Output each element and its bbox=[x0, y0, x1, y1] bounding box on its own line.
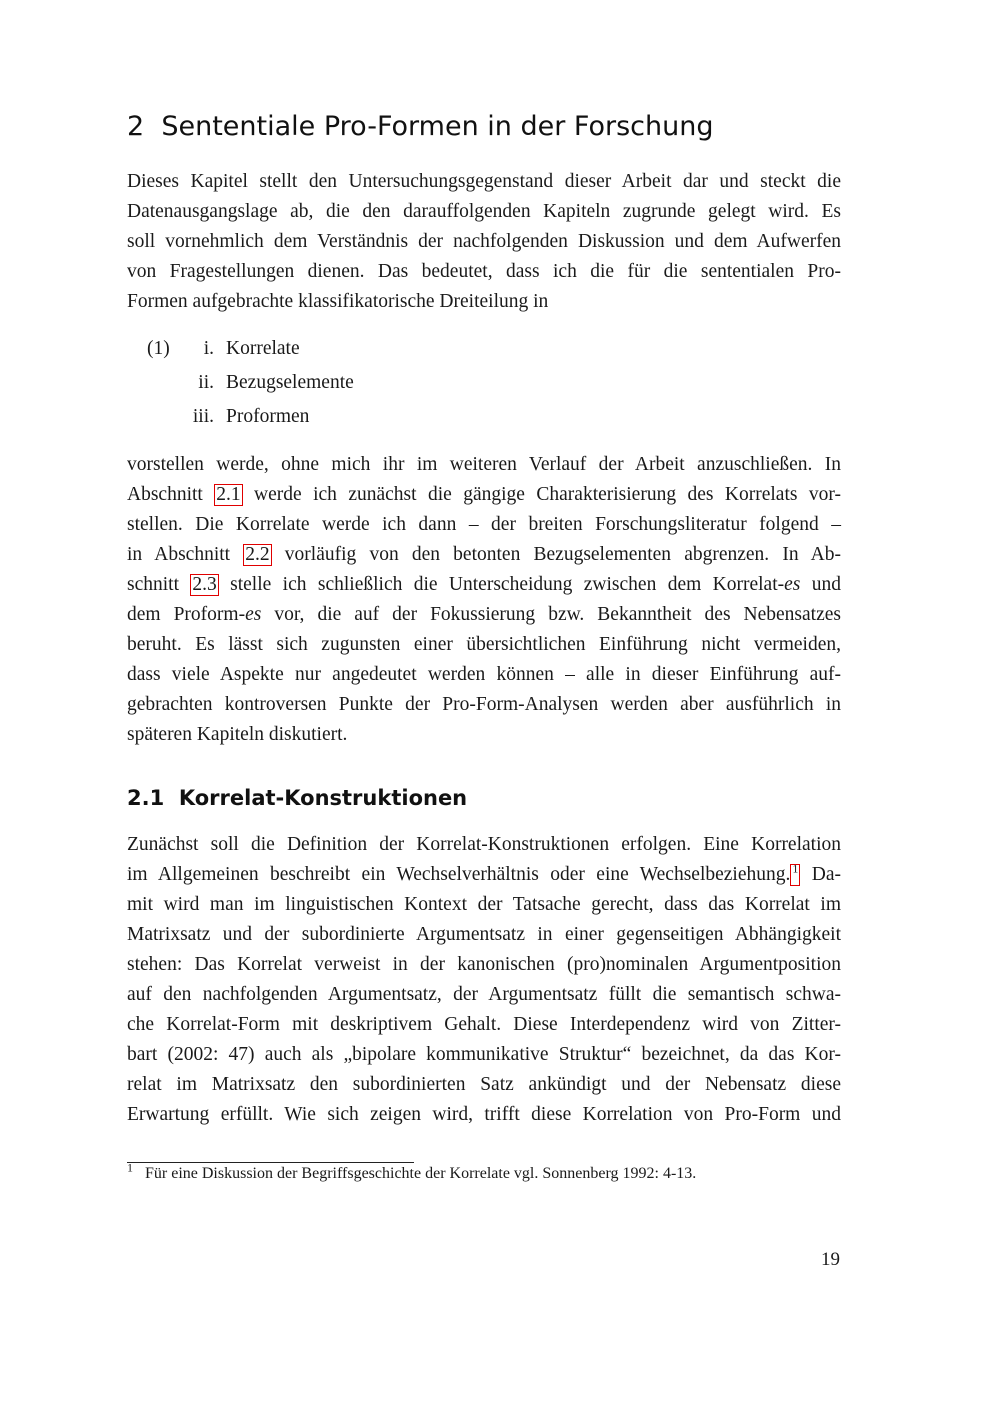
intro-line: Formen aufgebrachte klassifikatorische Dreiteilung in bbox=[127, 291, 549, 312]
example-label: (1) bbox=[147, 338, 170, 359]
list-item-text: Proformen bbox=[226, 406, 310, 427]
section-link-2-1[interactable]: 2.1 bbox=[216, 484, 241, 505]
paragraph-line: gebrachten kontroversen Punkte der Pro-Form-Analysen werden aber ausführlich in bbox=[127, 694, 841, 715]
paragraph-line: späteren Kapiteln diskutiert. bbox=[127, 724, 348, 745]
paragraph-line: auf den nachfolgenden Argumentsatz, der Argumentsatz füllt die semantisch schwa- bbox=[127, 984, 841, 1005]
chapter-number: 2 bbox=[127, 111, 145, 142]
paragraph-line: beruht. Es lässt sich zugunsten einer übersichtlichen Einführung nicht vermeiden, bbox=[127, 634, 841, 655]
footnote-mark: 1 bbox=[127, 1160, 133, 1175]
page-number: 19 bbox=[821, 1249, 840, 1270]
paragraph-line: mit wird man im linguistischen Kontext der Tatsache gerecht, dass das Korrelat im bbox=[127, 894, 841, 915]
footnote-rule bbox=[127, 1162, 414, 1163]
paragraph-line: relat im Matrixsatz den subordinierten Satz ankündigt und der Nebensatz diese bbox=[127, 1074, 841, 1095]
intro-line: Datenausgangslage ab, die den darauffolgenden Kapiteln zugrunde gelegt wird. Es bbox=[127, 201, 841, 222]
section-number: 2.1 bbox=[127, 786, 165, 810]
paragraph-line: in Abschnitt 2.2 vorläufig von den betonten Bezugselementen abgrenzen. In Ab- bbox=[127, 544, 842, 565]
paragraph-line: schnitt 2.3 stelle ich schließlich die Unterscheidung zwischen dem Korrelat-es und bbox=[127, 574, 842, 595]
list-item-number: ii. bbox=[198, 372, 214, 393]
section-link-2-3[interactable]: 2.3 bbox=[192, 574, 217, 595]
paragraph-line: Matrixsatz und der subordinierte Argumentsatz in einer gegenseitigen Abhängigkeit bbox=[127, 924, 841, 945]
intro-line: Dieses Kapitel stellt den Untersuchungsgegenstand dieser Arbeit dar und steckt die bbox=[127, 171, 841, 192]
chapter-title: Sententiale Pro-Formen in der Forschung bbox=[161, 111, 714, 142]
section-title: Korrelat-Konstruktionen bbox=[178, 786, 468, 810]
footnote bbox=[127, 1160, 697, 1183]
paragraph-line: Abschnitt 2.1 werde ich zunächst die gängige Charakterisierung des Korrelats vor- bbox=[127, 484, 841, 505]
paragraph-line: im Allgemeinen beschreibt ein Wechselverhältnis oder eine Wechselbeziehung. $^1$ Da- bbox=[127, 861, 841, 885]
paragraph-line: bart (2002: 47) auch als „bipolare kommunikative Struktur“ bezeichnet, da das Kor- bbox=[127, 1044, 841, 1065]
list-item-number: i. bbox=[203, 338, 214, 359]
paragraph-line: stellen. Die Korrelate werde ich dann – der breiten Forschungsliteratur folgend – bbox=[127, 514, 841, 535]
list-item-text: Korrelate bbox=[226, 338, 300, 359]
footnote-link-1[interactable]: 1 bbox=[790, 864, 800, 886]
paragraph-line: dem Proform-es vor, die auf der Fokussierung bzw. Bekanntheit des Nebensatzes bbox=[127, 604, 841, 625]
paragraph-line: vorstellen werde, ohne mich ihr im weiteren Verlauf der Arbeit anzuschließen. In bbox=[127, 454, 841, 475]
chapter-heading bbox=[127, 111, 713, 142]
paragraph-line: dass viele Aspekte nur angedeutet werden können – alle in dieser Einführung auf- bbox=[127, 664, 841, 685]
paragraph-line: che Korrelat-Form mit deskriptivem Gehalt. Diese Interdependenz wird von Zitter- bbox=[127, 1014, 841, 1035]
footnote-text: Für eine Diskussion der Begriffsgeschichte der Korrelate vgl. Sonnenberg 1992: 4-13. bbox=[145, 1165, 697, 1182]
paragraph-line: Erwartung erfüllt. Wie sich zeigen wird, trifft diese Korrelation von Pro-Form und bbox=[127, 1104, 841, 1125]
paragraph-line: stehen: Das Korrelat verweist in der kanonischen (pro)nominalen Argumentposition bbox=[127, 954, 841, 975]
intro-line: soll vornehmlich dem Verständnis der nachfolgenden Diskussion und dem Aufwerfen bbox=[127, 231, 841, 252]
list-item-number: iii. bbox=[192, 406, 214, 427]
list-item-text: Bezugselemente bbox=[226, 372, 354, 393]
section-link-2-2[interactable]: 2.2 bbox=[245, 544, 270, 565]
section-heading bbox=[127, 786, 467, 810]
intro-line: von Fragestellungen dienen. Das bedeutet, dass ich die für die sententialen Pro- bbox=[127, 261, 841, 282]
paragraph-line: Zunächst soll die Definition der Korrelat-Konstruktionen erfolgen. Eine Korrelation bbox=[127, 834, 841, 855]
